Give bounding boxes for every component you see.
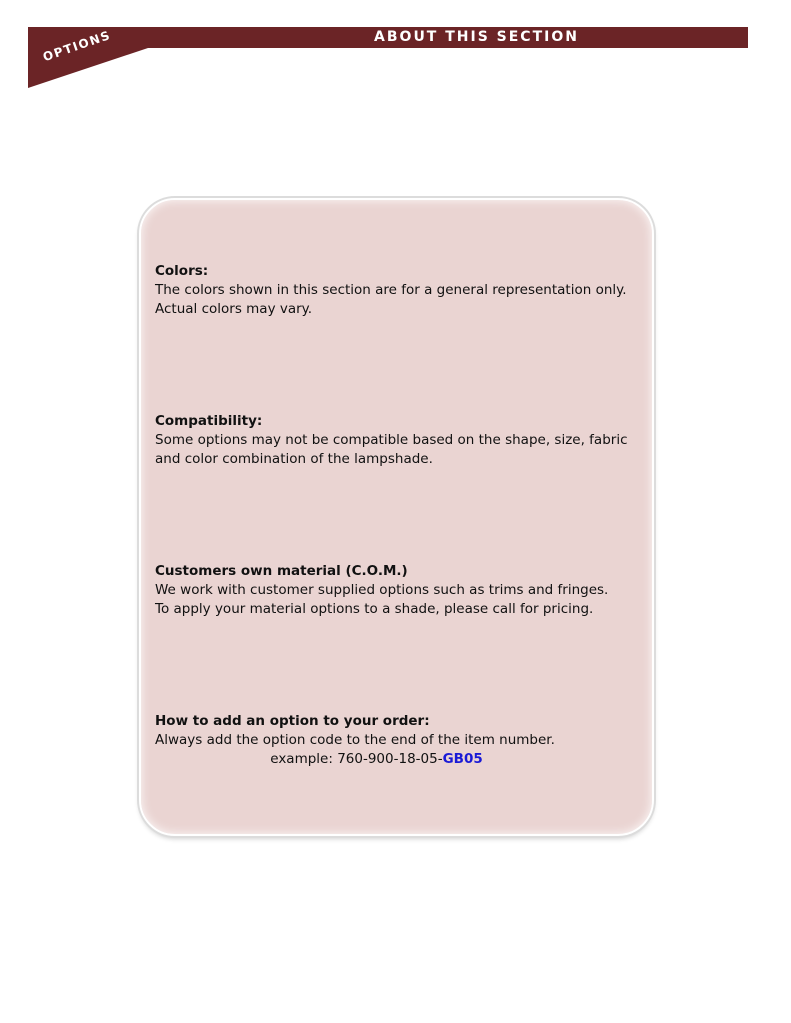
example-line <box>155 750 638 769</box>
header-title: ABOUT THIS SECTION <box>374 29 579 45</box>
example-option-code: GB05 <box>442 751 483 767</box>
options-tab-label: OPTIONS <box>41 27 113 65</box>
com-heading: Customers own material (C.O.M.) <box>155 563 408 579</box>
how-to-heading: How to add an option to your order: <box>155 713 430 729</box>
compatibility-heading: Compatibility: <box>155 413 263 429</box>
how-to-line-1: Always add the option code to the end of the item number. <box>155 732 555 748</box>
example-prefix: example: 760-900-18-05- <box>270 751 443 767</box>
com-section <box>155 562 638 619</box>
com-line-2: To apply your material options to a shade, please call for pricing. <box>155 601 594 617</box>
colors-line-2: Actual colors may vary. <box>155 301 313 317</box>
how-to-section <box>155 712 638 769</box>
colors-section <box>155 262 638 319</box>
compatibility-line-2: and color combination of the lampshade. <box>155 451 433 467</box>
compatibility-section <box>155 412 638 469</box>
compatibility-line-1: Some options may not be compatible based on the shape, size, fabric <box>155 432 628 448</box>
info-box <box>139 198 654 836</box>
header-bar <box>205 27 748 48</box>
com-line-1: We work with customer supplied options such as trims and fringes. <box>155 582 609 598</box>
info-content <box>155 200 638 834</box>
colors-line-1: The colors shown in this section are for a general representation only. <box>155 282 627 298</box>
colors-heading: Colors: <box>155 263 209 279</box>
